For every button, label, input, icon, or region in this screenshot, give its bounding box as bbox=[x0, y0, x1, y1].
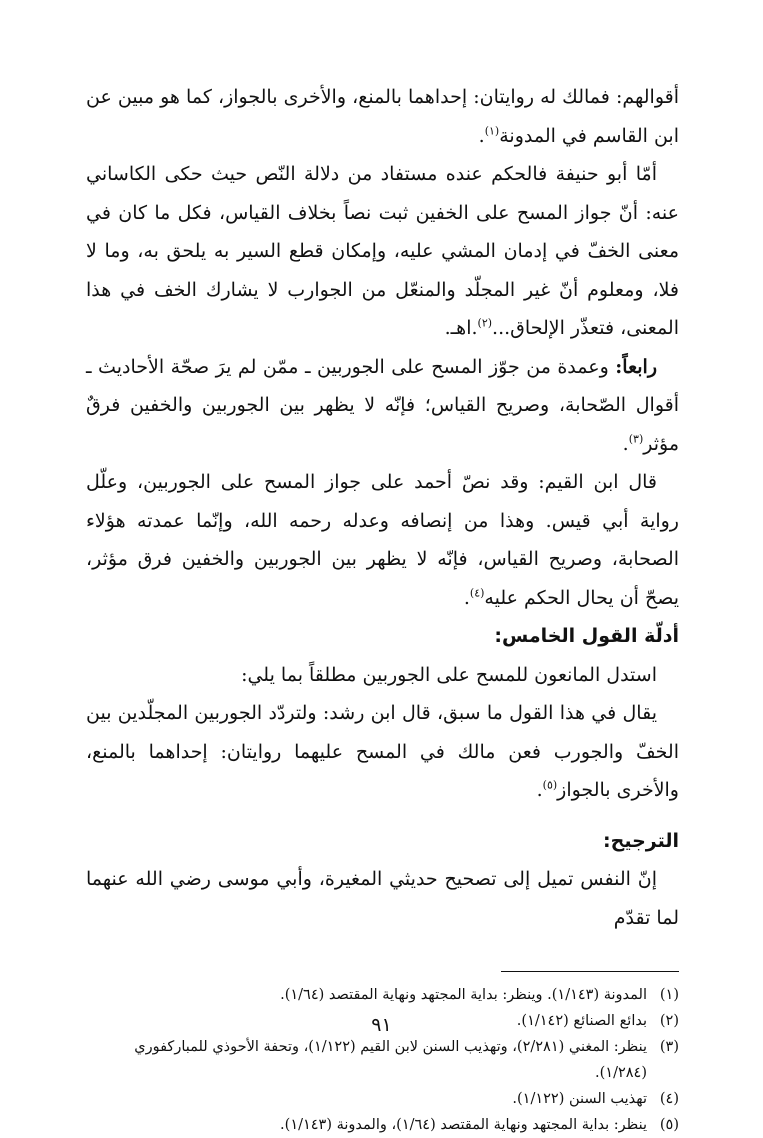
footnote-number: (٥) bbox=[659, 1117, 679, 1133]
footnote-1 bbox=[86, 982, 679, 1008]
footnote-ref-2[interactable]: (٢) bbox=[477, 316, 493, 330]
section-heading-fifth: أدلّة القول الخامس: bbox=[494, 625, 679, 647]
footnote-ref-3[interactable]: (٣) bbox=[628, 432, 644, 446]
paragraph-lead: رابعاً: bbox=[615, 355, 657, 378]
paragraph-6: يقال في هذا القول ما سبق، قال ابن رشد: ولتردّد الجوربين المجلّدين بين الخفّ والجورب فعن مالك في المسح عليهما روايتان: إحداهما بالمنع، والأخرى بالجواز$^{(٥)}$. bbox=[86, 702, 679, 801]
paragraph-text: إنّ النفس تميل إلى تصحيح حديثي المغيرة، وأبي موسى رضي الله عنهما لما تقدّم bbox=[86, 868, 679, 929]
main-text bbox=[86, 78, 679, 937]
footnote-4 bbox=[86, 1086, 679, 1112]
footnote-text: ينظر: بداية المجتهد ونهاية المقتصد (١/٦٤)، والمدونة (١/١٤٣). bbox=[280, 1117, 647, 1133]
footnote-3 bbox=[86, 1034, 679, 1086]
footnote-divider bbox=[501, 971, 679, 972]
paragraph-3: رابعاً: وعمدة من جوّز المسح على الجوربين ـ ممّن لم يرَ صحّة الأحاديث ـ أقوال الصّحابة، وصريح القياس؛ فإنّه لا يظهر بين الجوربين والخفين فرقٌ مؤثر$^{(٣)}$. bbox=[86, 355, 679, 455]
paragraph-text: أمّا أبو حنيفة فالحكم عنده مستفاد من دلالة النّص حيث حكى الكاساني عنه: أنّ جواز المسح على الخفين ثبت نصاً بخلاف القياس، فكل ما كان في معنى الخفّ في إدمان المشي عليه، وإمكان قطع السير به يلحق به، وما لا فلا، ومعلوم أنّ غير المجلّد والمنعّل من الجوارب لا يشارك الخف في هذا المعنى، فتعذّر الإلحاق... bbox=[86, 163, 679, 339]
footnote-number: (٢) bbox=[659, 1013, 679, 1029]
footnote-text: تهذيب السنن (١/١٢٢). bbox=[512, 1091, 647, 1107]
footnote-ref-5[interactable]: (٥) bbox=[542, 778, 558, 792]
paragraph-text: وعمدة من جوّز المسح على الجوربين ـ ممّن لم يرَ صحّة الأحاديث ـ أقوال الصّحابة، وصريح القياس؛ فإنّه لا يظهر بين الجوربين والخفين فرقٌ مؤثر bbox=[86, 355, 679, 455]
footnote-text: بدائع الصنائع (١/١٤٢). bbox=[516, 1013, 647, 1029]
paragraph-2: أمّا أبو حنيفة فالحكم عنده مستفاد من دلالة النّص حيث حكى الكاساني عنه: أنّ جواز المسح على الخفين ثبت نصاً بخلاف القياس، فكل ما كان في معنى الخفّ في إدمان المشي عليه، وإمكان قطع السير به يلحق به، وما لا فلا، ومعلوم أنّ غير المجلّد والمنعّل من الجوارب لا يشارك الخف في هذا المعنى، فتعذّر الإلحاق...$^{(٢)}$.اهـ. bbox=[86, 163, 679, 339]
paragraph-text: يقال في هذا القول ما سبق، قال ابن رشد: ولتردّد الجوربين المجلّدين بين الخفّ والجورب فعن مالك في المسح عليهما روايتان: إحداهما بالمنع، والأخرى بالجواز bbox=[86, 702, 679, 801]
paragraph-text: استدل المانعون للمسح على الجوربين مطلقاً بما يلي: bbox=[241, 663, 657, 686]
paragraph-text: أقوالهم: فمالك له روايتان: إحداهما بالمنع، والأخرى بالجواز، كما هو مبين عن ابن القاسم في المدونة bbox=[86, 86, 679, 147]
footnote-number: (١) bbox=[659, 987, 679, 1003]
footnote-text: ينظر: المغني (٢/٢٨١)، وتهذيب السنن لابن القيم (١/١٢٢)، وتحفة الأحوذي للمباركفوري (١/٢٨٤). bbox=[134, 1039, 647, 1081]
footnote-ref-4[interactable]: (٤) bbox=[469, 586, 485, 600]
paragraph-5 bbox=[86, 656, 679, 695]
page-number: ٩١ bbox=[371, 1014, 392, 1036]
paragraph-7 bbox=[86, 860, 679, 937]
footnote-text: المدونة (١/١٤٣). وينظر: بداية المجتهد ونهاية المقتصد (١/٦٤). bbox=[280, 987, 647, 1003]
paragraph-1: أقوالهم: فمالك له روايتان: إحداهما بالمنع، والأخرى بالجواز، كما هو مبين عن ابن القاسم في المدونة$^{(١)}$. bbox=[86, 86, 679, 147]
footnote-5 bbox=[86, 1112, 679, 1138]
footnote-number: (٣) bbox=[659, 1039, 679, 1055]
footnote-number: (٤) bbox=[659, 1091, 679, 1107]
footnotes bbox=[86, 982, 679, 1138]
section-heading-tarjih: الترجيح: bbox=[603, 829, 679, 852]
footnote-ref-1[interactable]: (١) bbox=[484, 124, 500, 138]
paragraph-text: قال ابن القيم: وقد نصّ أحمد على جواز المسح على الجوربين، وعلّل رواية أبي قيس. وهذا من إنصافه وعدله رحمه الله، وإنّما عمدته هؤلاء الصحابة، وصريح القياس، فإنّه لا يظهر بين الجوربين والخفين فرق مؤثر، يصحّ أن يحال الحكم عليه bbox=[86, 471, 679, 609]
paragraph-4: قال ابن القيم: وقد نصّ أحمد على جواز المسح على الجوربين، وعلّل رواية أبي قيس. وهذا من إنصافه وعدله رحمه الله، وإنّما عمدته هؤلاء الصحابة، وصريح القياس، فإنّه لا يظهر بين الجوربين والخفين فرق مؤثر، يصحّ أن يحال الحكم عليه$^{(٤)}$. bbox=[86, 471, 679, 609]
